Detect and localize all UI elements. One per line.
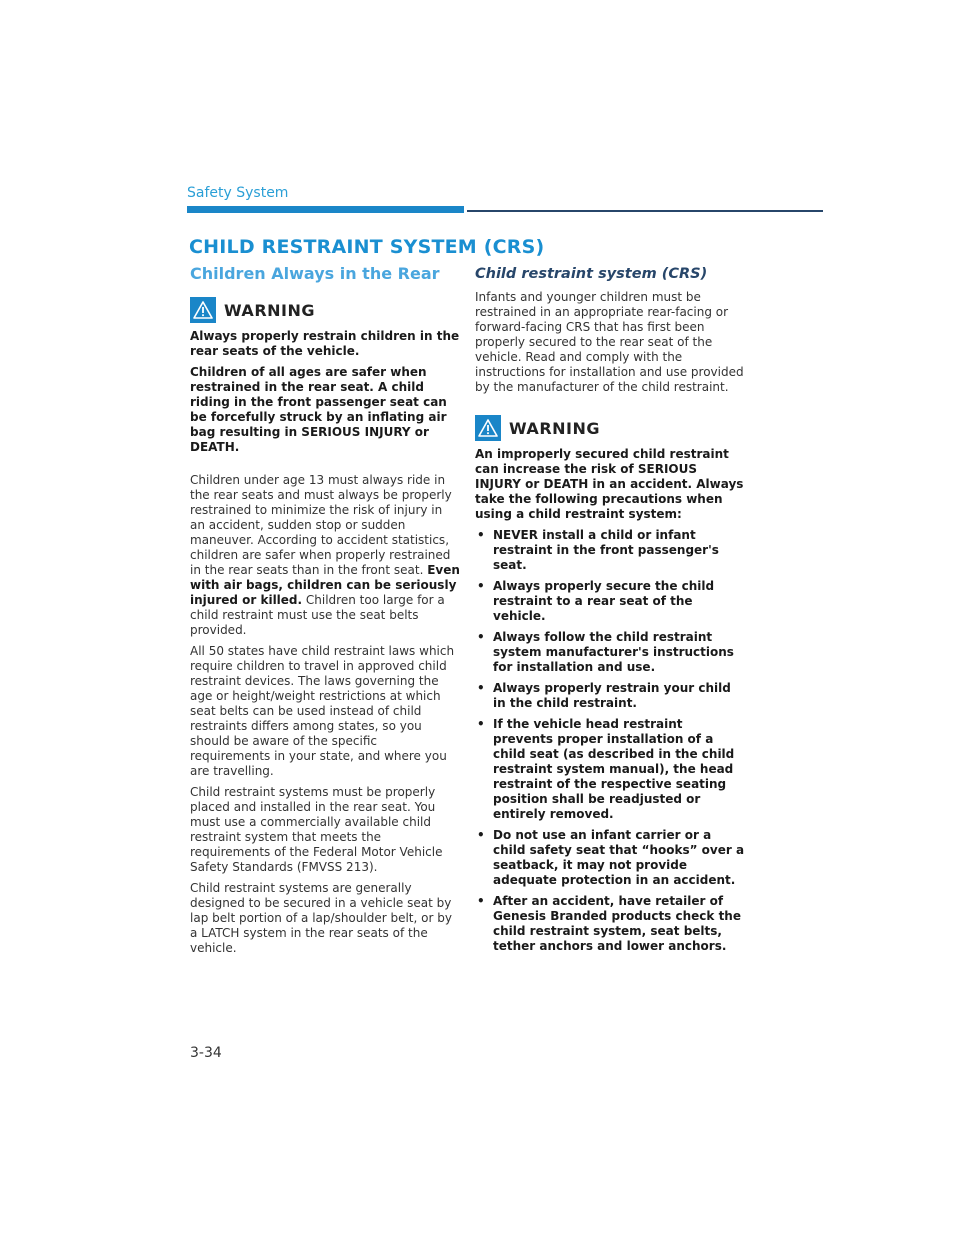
right-warning-header — [475, 415, 745, 441]
left-subhead: Children Always in the Rear — [190, 264, 440, 283]
list-item: • Always properly secure the child restraint to a rear seat of the vehicle. — [475, 579, 745, 624]
right-warning-list — [475, 528, 745, 954]
left-warning-para-1: Always properly restrain children in the rear seats of the vehicle. — [190, 329, 460, 358]
list-item: • Always properly restrain your child in the child restraint. — [475, 681, 745, 711]
right-warning-title: WARNING — [509, 418, 600, 438]
header-section-label: Safety System — [187, 185, 289, 201]
list-item: • After an accident, have retailer of Genesis Branded products check the child restraint system, seat belts, tether anchors and lower anchors. — [475, 894, 745, 954]
left-warning-title: WARNING — [224, 300, 315, 320]
right-subhead: Child restraint system (CRS) — [475, 266, 708, 282]
left-para-4: Child restraint systems are generally designed to be secured in a vehicle seat by lap belt portion of a lap/shoulder belt, or by a LATCH system in the rear seats of the vehicle. — [190, 881, 452, 955]
list-item: • Do not use an infant carrier or a child safety seat that “hooks” over a seatback, it may not provide adequate protection in an accident. — [475, 828, 745, 888]
list-item: • If the vehicle head restraint prevents proper installation of a child seat (as described in the child restraint system manual), the head restraint of the respective seating position shall be readjusted or entirely removed. — [475, 717, 745, 822]
right-intro: Infants and younger children must be restrained in an appropriate rear-facing or forward-facing CRS that has first been properly secured to the rear seat of the vehicle. Read and comply with the instructions for installation and use provided by the manufacturer of the child restraint. — [475, 290, 744, 394]
header-rule-thin — [467, 210, 823, 212]
left-warning-para-2: Children of all ages are safer when restrained in the rear seat. A child riding in the front passenger seat can be forcefully struck by an inflating air bag resulting in SERIOUS INJURY or DEATH. — [190, 365, 447, 454]
right-column — [475, 264, 745, 960]
right-warning-lead: An improperly secured child restraint can increase the risk of SERIOUS INJURY or DEATH in an accident. Always take the following precautions when using a child restraint system: — [475, 447, 744, 521]
warning-triangle-icon — [190, 297, 216, 323]
left-para-3: Child restraint systems must be properly placed and installed in the rear seat. You must use a commercially available child restraint system that meets the requirements of the Federal Motor Vehicle Safety Standards (FMVSS 213). — [190, 785, 443, 874]
left-para-1: Children under age 13 must always ride in the rear seats and must always be properly restrained to minimize the risk of injury in an accident, sudden stop or sudden maneuver. According to accident statistics, children are safer when properly restrained in the rear seats than in the front seat. Even with air bags, children can be seriously injured or killed. Children too large for a child restraint must use the seat belts provided. — [190, 473, 460, 637]
left-warning-header — [190, 297, 460, 323]
list-item: • NEVER install a child or infant restraint in the front passenger's seat. — [475, 528, 745, 573]
section-title: CHILD RESTRAINT SYSTEM (CRS) — [189, 236, 545, 258]
page-number: 3-34 — [190, 1045, 222, 1061]
warning-triangle-icon — [475, 415, 501, 441]
list-item: • Always follow the child restraint system manufacturer's instructions for installation and use. — [475, 630, 745, 675]
header-rule-accent — [187, 206, 464, 213]
left-column — [190, 264, 460, 962]
left-para-2: All 50 states have child restraint laws which require children to travel in approved child restraint devices. The laws governing the age or height/weight restrictions at which seat belts can be used instead of child restraints differs among states, so you should be aware of the specific requirements in your state, and where you are travelling. — [190, 644, 455, 778]
